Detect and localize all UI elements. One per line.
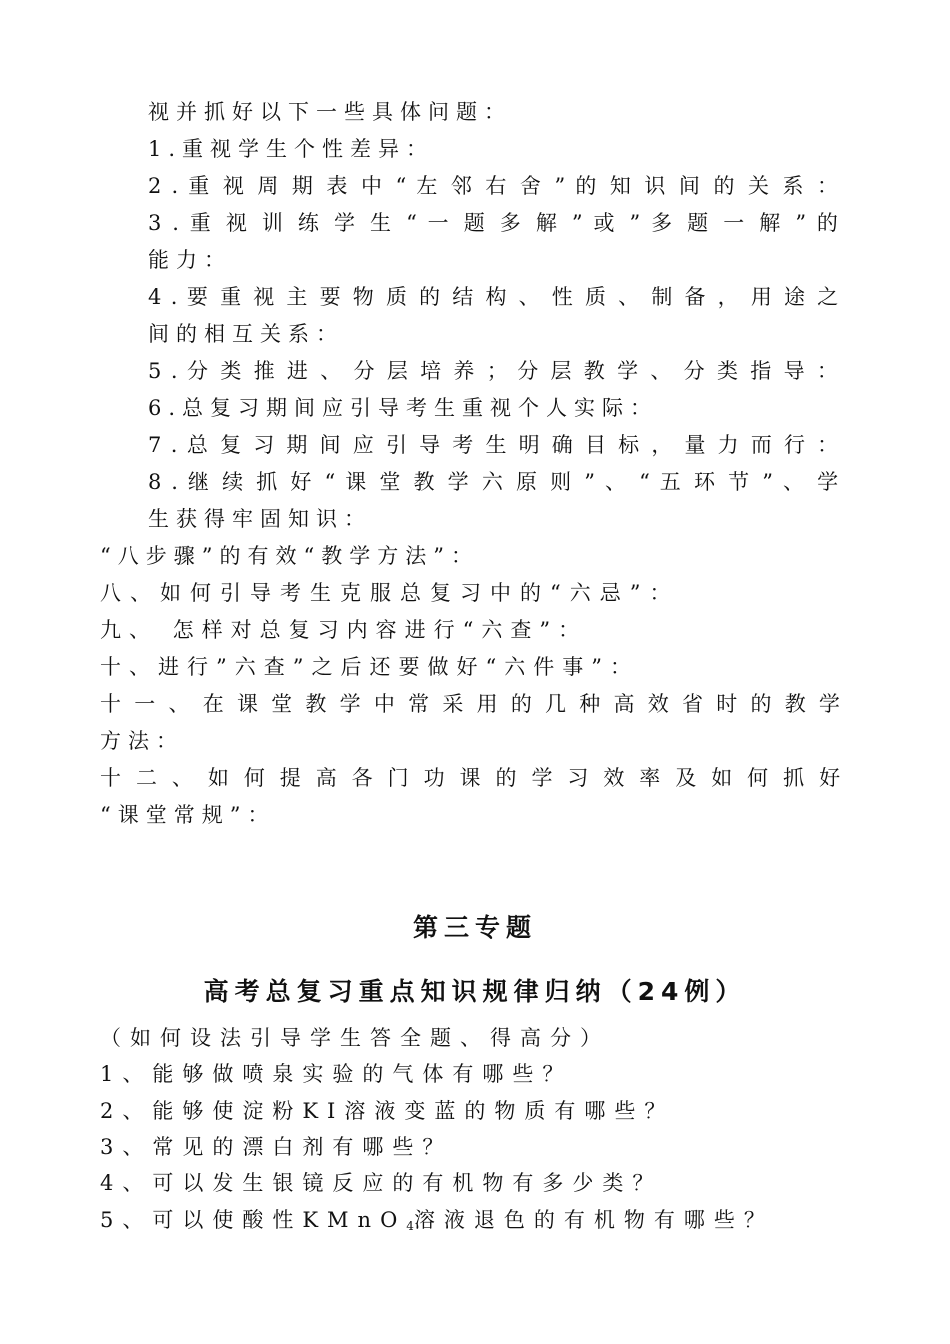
section-eleven-cont: 方法：	[100, 729, 184, 753]
question-4: 4、可以发生银镜反应的有机物有多少类？	[100, 1171, 663, 1195]
section-eight: 八、如何引导考生克服总复习中的“六忌”：	[100, 581, 680, 605]
section-nine: 九、 怎样对总复习内容进行“六查”：	[100, 618, 588, 642]
intro-item-1: 1.重视学生个性差异：	[148, 137, 435, 161]
intro-item-7: 7 . 总 复 习 期 间 应 引 导 考 生 明 确 目 标 ， 量 力 而 行 ：	[148, 433, 839, 457]
intro-item-3-cont: 能力：	[148, 248, 232, 272]
topic-note: （如何设法引导学生答全题、得高分）	[100, 1026, 610, 1050]
question-2: 2、能够使淀粉KI溶液变蓝的物质有哪些？	[100, 1099, 675, 1123]
question-3: 3、常见的漂白剂有哪些？	[100, 1135, 453, 1159]
intro-item-8-tail: “八步骤”的有效“教学方法”：	[100, 544, 479, 568]
intro-item-4: 4 . 要 重 视 主 要 物 质 的 结 构 、 性 质 、 制 备 ， 用 途 之	[148, 285, 839, 309]
intro-item-8: 8 . 继 续 抓 好 “ 课 堂 教 学 六 原 则 ” 、 “ 五 环 节 ” 、 学	[148, 470, 839, 494]
topic-title: 第三专题	[412, 913, 537, 942]
intro-item-2: 2 . 重 视 周 期 表 中 “ 左 邻 右 舍 ” 的 知 识 间 的 关 系 ：	[148, 174, 839, 198]
question-5-start: 5、可以使酸性KMnO	[100, 1208, 407, 1232]
section-twelve-cont: “课堂常规”：	[100, 803, 276, 827]
intro-item-5: 5 . 分 类 推 进 、 分 层 培 养 ； 分 层 教 学 、 分 类 指 导 ：	[148, 359, 838, 383]
intro-item-6: 6.总复习期间应引导考生重视个人实际：	[148, 396, 659, 420]
section-twelve: 十 二 、 如 何 提 高 各 门 功 课 的 学 习 效 率 及 如 何 抓 好	[100, 766, 841, 790]
section-ten: 十、进行”六查”之后还要做好“六件事”：	[100, 655, 639, 679]
intro-item-8-cont: 生获得牢固知识：	[148, 507, 372, 531]
question-5	[100, 1206, 774, 1240]
topic-subtitle: 高考总复习重点知识规律归纳（24例）	[203, 977, 747, 1006]
intro-item-4-cont: 间的相互关系：	[148, 322, 344, 346]
section-eleven: 十 一 、 在 课 堂 教 学 中 常 采 用 的 几 种 高 效 省 时 的 教 学	[100, 692, 840, 716]
question-5-subscript: 4	[406, 1219, 414, 1233]
question-5-end: 溶液退色的有机物有哪些？	[413, 1208, 774, 1232]
question-1: 1、能够做喷泉实验的气体有哪些？	[100, 1062, 573, 1086]
intro-lead: 视并抓好以下一些具体问题：	[148, 100, 512, 124]
intro-item-3: 3 . 重 视 训 练 学 生 “ 一 题 多 解 ” 或 ” 多 题 一 解 ” 的	[148, 211, 838, 235]
